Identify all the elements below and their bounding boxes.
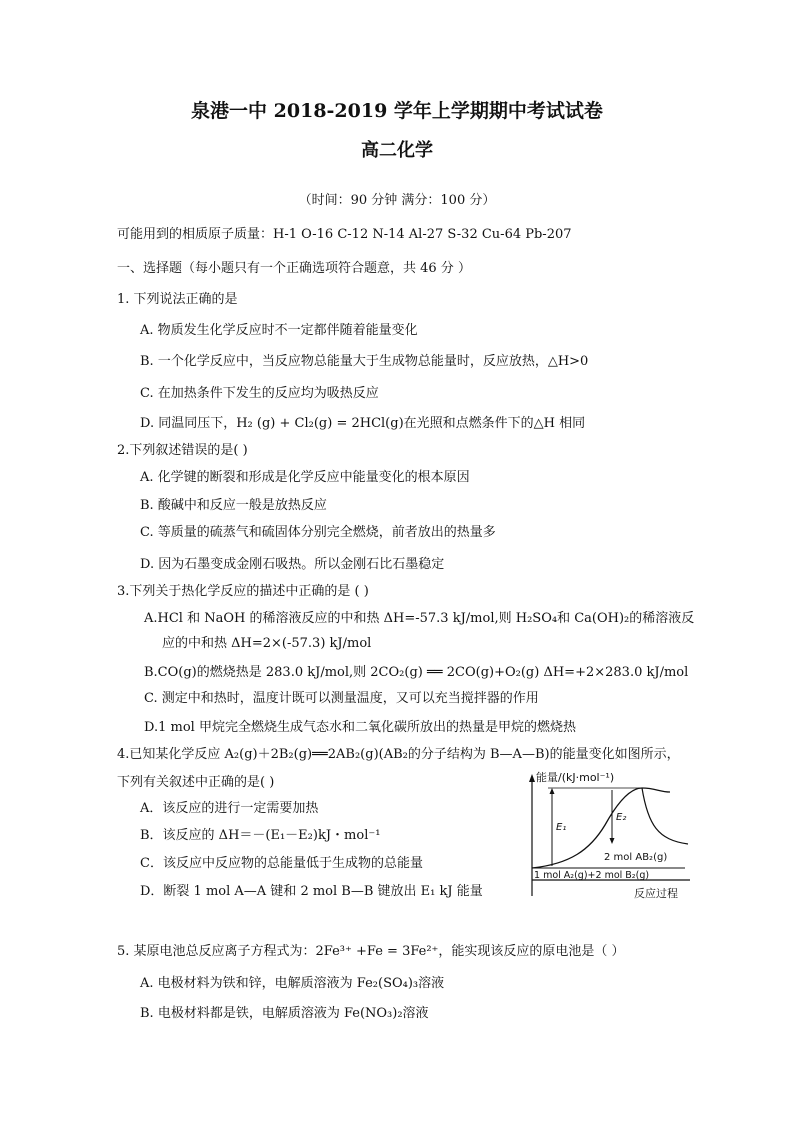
option: A. 物质发生化学反应时不一定都伴随着能量变化 bbox=[140, 323, 418, 338]
e2-label: E₂ bbox=[616, 812, 627, 823]
option: A.HCl 和 NaOH 的稀溶液反应的中和热 ΔH=-57.3 kJ/mol,则 H₂SO₄和 Ca(OH)₂的稀溶液反 bbox=[144, 611, 695, 626]
energy-diagram bbox=[520, 770, 700, 900]
option: C. 在加热条件下发生的反应均为吸热反应 bbox=[140, 386, 379, 401]
atomic-masses: 可能用到的相质原子质量：H-1 O-16 C-12 N-14 Al-27 S-32 Cu-64 Pb-207 bbox=[117, 227, 572, 242]
y-axis-arrow bbox=[529, 774, 535, 782]
exam-subject: 高二化学 bbox=[361, 140, 433, 161]
option: D.1 mol 甲烷完全燃烧生成气态水和二氧化碳所放出的热量是甲烷的燃烧热 bbox=[144, 720, 576, 735]
option-continuation: 应的中和热 ΔH=2×(-57.3) kJ/mol bbox=[162, 636, 372, 651]
option: B. 一个化学反应中，当反应物总能量大于生成物总能量时，反应放热，△H>0 bbox=[140, 354, 589, 369]
option: B. 酸碱中和反应一般是放热反应 bbox=[140, 498, 327, 513]
option: B. 电极材料都是铁，电解质溶液为 Fe(NO₃)₂溶液 bbox=[140, 1006, 429, 1021]
e1-label: E₁ bbox=[556, 822, 567, 833]
product-label: 2 mol AB₂(g) bbox=[604, 852, 668, 863]
question-stem: 3.下列关于热化学反应的描述中正确的是 ( ) bbox=[117, 584, 369, 599]
option: C. 等质量的硫蒸气和硫固体分别完全燃烧，前者放出的热量多 bbox=[140, 525, 496, 540]
question-stem: 5. 某原电池总反应离子方程式为：2Fe³⁺ +Fe = 3Fe²⁺，能实现该反应的原电池是（ ） bbox=[117, 944, 625, 959]
question-stem-continued: 下列有关叙述中正确的是( ) bbox=[117, 775, 275, 790]
option: C. 测定中和热时，温度计既可以测量温度，又可以充当搅拌器的作用 bbox=[144, 691, 539, 706]
e1-arrowhead bbox=[550, 788, 555, 794]
section-heading: 一、选择题（每小题只有一个正确选项符合题意，共 46 分 ） bbox=[117, 261, 471, 276]
option: A．该反应的进行一定需要加热 bbox=[140, 801, 319, 816]
option: B．该反应的 ΔH＝－(E₁－E₂)kJ・mol⁻¹ bbox=[140, 828, 381, 843]
product-level bbox=[642, 788, 688, 844]
option: A. 化学键的断裂和形成是化学反应中能量变化的根本原因 bbox=[140, 470, 470, 485]
option: D. 同温同压下，H₂ (g) + Cl₂(g) = 2HCl(g)在光照和点燃条件下的△H 相同 bbox=[140, 416, 586, 431]
e2-arrowhead bbox=[610, 838, 615, 844]
question-stem: 2.下列叙述错误的是( ) bbox=[117, 443, 248, 458]
reactant-label: 1 mol A₂(g)+2 mol B₂(g) bbox=[534, 870, 650, 881]
option: D. 因为石墨变成金刚石吸热。所以金刚石比石墨稳定 bbox=[140, 557, 445, 572]
option: A. 电极材料为铁和锌，电解质溶液为 Fe₂(SO₄)₃溶液 bbox=[140, 976, 445, 991]
exam-title: 泉港一中 2018-2019 学年上学期期中考试试卷 bbox=[191, 100, 603, 122]
time-info: （时间：90 分钟 满分：100 分） bbox=[298, 193, 496, 208]
question-stem: 4.已知某化学反应 A₂(g)＋2B₂(g)══2AB₂(g)(AB₂的分子结构为 B—A—B)的能量变化如图所示， bbox=[117, 747, 680, 762]
x-axis-label: 反应过程 bbox=[634, 887, 678, 900]
option: C．该反应中反应物的总能量低于生成物的总能量 bbox=[140, 856, 423, 871]
option: D．断裂 1 mol A—A 键和 2 mol B—B 键放出 E₁ kJ 能量 bbox=[140, 884, 483, 899]
question-stem: 1. 下列说法正确的是 bbox=[117, 292, 238, 307]
y-axis-label: 能量/(kJ·mol⁻¹) bbox=[536, 771, 615, 784]
option: B.CO(g)的燃烧热是 283.0 kJ/mol,则 2CO₂(g) ══ 2CO(g)+O₂(g) ΔH=+2×283.0 kJ/mol bbox=[144, 665, 689, 680]
